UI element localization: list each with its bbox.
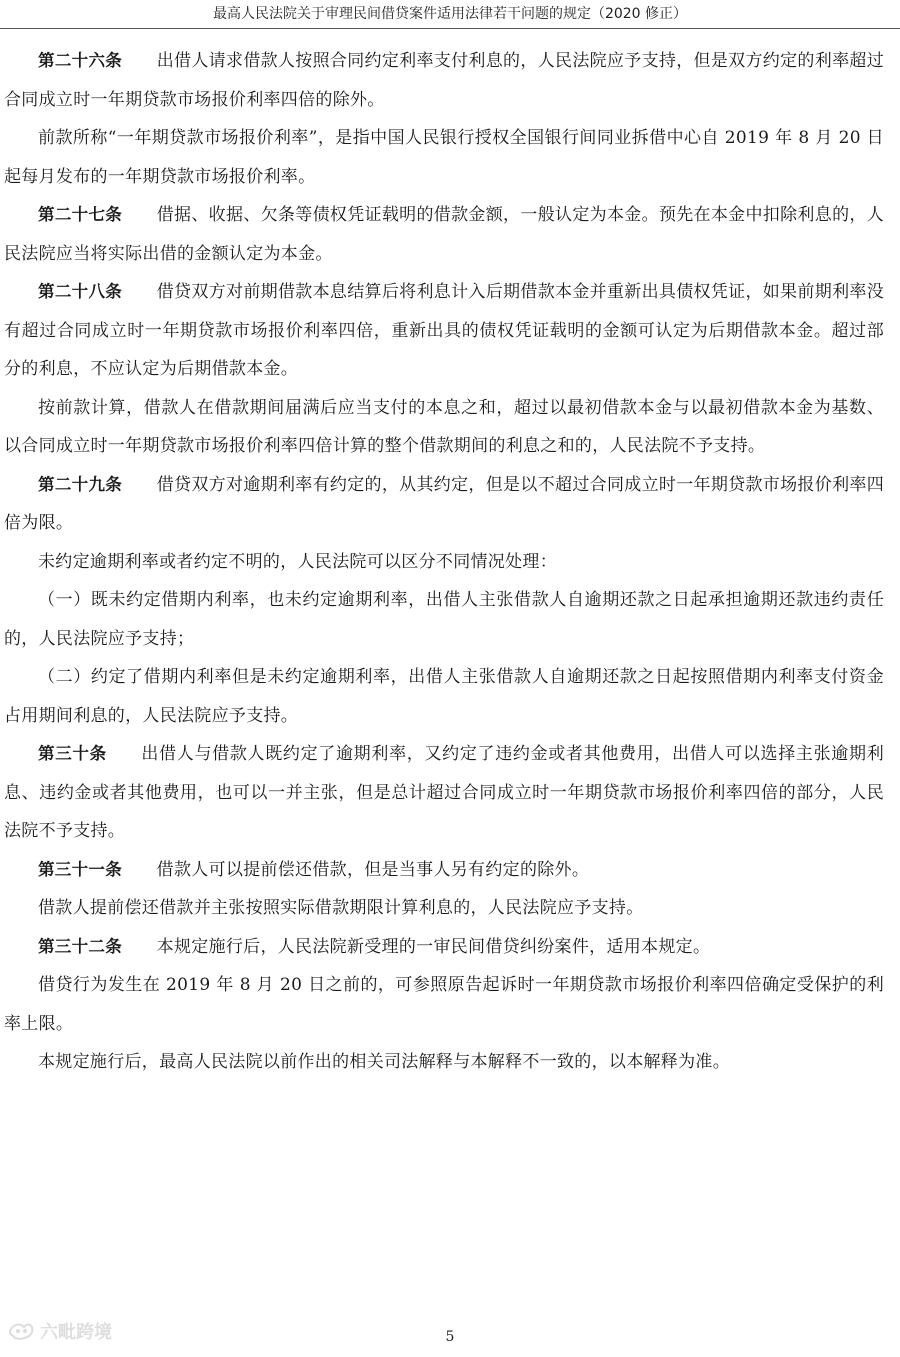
watermark-text: 六毗跨境 — [40, 1322, 112, 1343]
article-number: 第三十条 — [38, 744, 107, 763]
article-number: 第三十二条 — [38, 936, 122, 956]
paragraph-text: 借款人可以提前偿还借款，但是当事人另有约定的除外。 — [156, 859, 590, 880]
paragraph-text: 借贷行为发生在 2019 年 8 月 20 日之前的，可参照原告起诉时一年期贷款市场报价利率四倍确定受保护的利率上限。 — [4, 975, 884, 1034]
document-title: 最高人民法院关于审理民间借贷案件适用法律若干问题的规定（2020 修正） — [212, 6, 688, 22]
paragraph — [4, 119, 884, 196]
paragraph — [4, 466, 884, 543]
paragraph — [4, 851, 884, 890]
paragraph — [4, 735, 884, 851]
paragraph-text: 本规定施行后，最高人民法院以前作出的相关司法解释与本解释不一致的，以本解释为准。 — [38, 1052, 730, 1072]
paragraph-text: （一）既未约定借期内利率，也未约定逾期利率，出借人主张借款人自逾期还款之日起承担逾期还款违约责任的，人民法院应予支持； — [4, 590, 884, 649]
paragraph — [4, 966, 884, 1043]
article-number: 第二十七条 — [38, 205, 123, 224]
document-body — [4, 42, 884, 1082]
article-number: 第三十一条 — [38, 859, 122, 879]
paragraph — [4, 389, 884, 466]
article-number: 第二十九条 — [38, 474, 123, 494]
paragraph-text: 借款人提前偿还借款并主张按照实际借款期限计算利息的，人民法院应予支持。 — [38, 898, 644, 918]
paragraph — [4, 889, 884, 928]
page-header — [0, 0, 900, 29]
paragraph-text: 按前款计算，借款人在借款期间届满后应当支付的本息之和，超过以最初借款本金与以最初借款本金为基数、以合同成立时一年期贷款市场报价利率四倍计算的整个借款期间的利息之和的，人民法院不予支持。 — [4, 397, 884, 456]
paragraph — [4, 42, 884, 119]
paragraph — [4, 196, 884, 273]
paragraph — [4, 928, 884, 967]
paragraph — [4, 658, 884, 735]
paragraph-text: 借贷双方对前期借款本息结算后将利息计入后期借款本金并重新出具债权凭证，如果前期利率没有超过合同成立时一年期贷款市场报价利率四倍，重新出具的债权凭证载明的金额可认定为后期借款本金。超过部分的利息，不应认定为后期借款本金。 — [4, 282, 885, 379]
paragraph — [4, 1043, 884, 1082]
paragraph-text: 未约定逾期利率或者约定不明的，人民法院可以区分不同情况处理： — [38, 551, 557, 572]
article-number: 第二十八条 — [38, 282, 123, 301]
paragraph-text: 借贷双方对逾期利率有约定的，从其约定，但是以不超过合同成立时一年期贷款市场报价利率四倍为限。 — [4, 474, 885, 533]
paragraph-text: 借据、收据、欠条等债权凭证载明的借款金额，一般认定为本金。预先在本金中扣除利息的，人民法院应当将实际出借的金额认定为本金。 — [4, 205, 885, 264]
paragraph-text: 前款所称“一年期贷款市场报价利率”，是指中国人民银行授权全国银行间同业拆借中心自 2019 年 8 月 20 日起每月发布的一年期贷款市场报价利率。 — [4, 128, 884, 187]
paragraph — [4, 273, 884, 389]
paragraph — [4, 543, 884, 582]
paragraph-text: 出借人与借款人既约定了逾期利率，又约定了违约金或者其他费用，出借人可以选择主张逾期利息、违约金或者其他费用，也可以一并主张，但是总计超过合同成立时一年期贷款市场报价利率四倍的部分，人民法院不予支持。 — [4, 744, 884, 841]
paragraph-text: （二）约定了借期内利率但是未约定逾期利率，出借人主张借款人自逾期还款之日起按照借期内利率支付资金占用期间利息的，人民法院应予支持。 — [4, 667, 884, 726]
page-number: 5 — [445, 1329, 455, 1345]
paragraph — [4, 581, 884, 658]
paragraph-text: 本规定施行后，人民法院新受理的一审民间借贷纠纷案件，适用本规定。 — [156, 936, 711, 957]
article-number: 第二十六条 — [38, 51, 123, 70]
paragraph-text: 出借人请求借款人按照合同约定利率支付利息的，人民法院应予支持，但是双方约定的利率超过合同成立时一年期贷款市场报价利率四倍的除外。 — [4, 51, 885, 110]
